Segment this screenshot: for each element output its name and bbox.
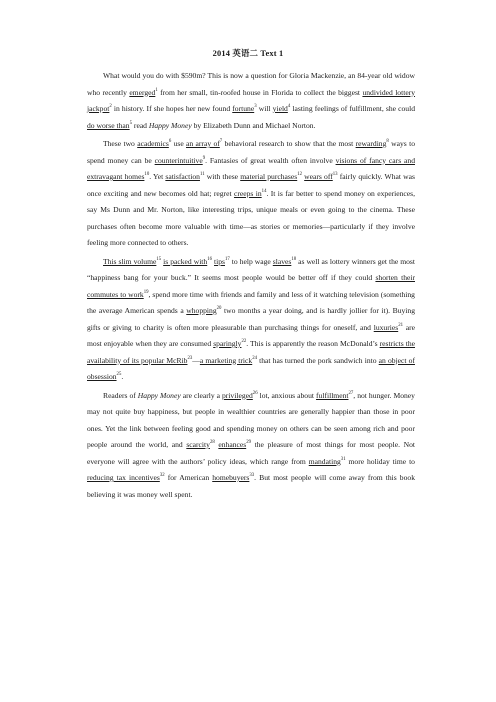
footnote-marker: 25	[116, 372, 122, 377]
footnote-marker: 9	[202, 155, 206, 161]
footnote-marker: 29	[246, 440, 251, 445]
text-run: the pleasure of most things for most people. Not everyone will agree with the authors’ policy ideas, which range from	[87, 440, 415, 466]
text-run: —	[192, 355, 200, 365]
underlined-term: tips	[214, 256, 225, 266]
footnote-marker: 22	[241, 339, 247, 344]
footnote-marker: 6	[168, 139, 172, 144]
underlined-term: a marketing trick	[199, 355, 253, 365]
underlined-term: do worse than	[87, 120, 130, 130]
footnote-marker: 24	[252, 355, 258, 361]
underlined-term: slaves	[272, 256, 292, 266]
underlined-term: homebuyers	[212, 473, 250, 482]
footnote-marker: 19	[143, 289, 149, 295]
footnote-marker: 17	[225, 256, 230, 262]
page-title: 2014 英语二 Text 1	[212, 49, 284, 58]
underlined-term: fulfillment	[316, 390, 349, 400]
underlined-term: privileged	[222, 390, 253, 400]
underlined-term: scarcity	[186, 440, 210, 449]
text-run: from her small, tin-roofed house in Florida to collect the biggest	[157, 87, 363, 97]
text-run: . Fantasies of great wealth often involve	[205, 155, 336, 165]
footnote-marker: 10	[144, 172, 150, 177]
paragraph-1	[87, 68, 415, 134]
footnote-marker: 11	[199, 172, 205, 177]
underlined-term: counterintuitive	[154, 155, 203, 165]
text-run: lasting feelings of fulfillment, she could	[290, 104, 415, 113]
text-run: . It is far better to spend money on experiences, say Ms Dunn and Mr. Norton, like interesting trips, unique meals or even going to the cinema. These purchases often become more valuable with time—as stories or memories—particularly if they involve feeling more connected to others.	[87, 188, 415, 247]
text-run: more holiday time to	[345, 456, 415, 466]
underlined-term: sparingly	[213, 339, 242, 348]
underlined-term: mandating	[308, 456, 341, 466]
text-run: use	[171, 139, 187, 148]
text-run: . This is apparently the reason McDonald’s	[246, 339, 380, 348]
underlined-term: creeps in	[233, 188, 262, 198]
underlined-term: shorten their commutes to work	[87, 273, 415, 299]
underlined-term: satisfaction	[165, 172, 200, 181]
footnote-marker: 5	[129, 120, 133, 126]
paragraph-3	[87, 254, 415, 386]
footnote-marker: 18	[291, 256, 297, 262]
text-run: are clearly a	[180, 390, 222, 400]
text-run: will	[256, 104, 273, 113]
text-run: for American	[164, 473, 213, 482]
underlined-term: yield	[272, 104, 288, 113]
footnote-marker: 14	[261, 188, 267, 194]
underlined-term: is packed with	[163, 256, 208, 266]
text-run: as well as lottery winners get the most “happiness bang for your buck.” It seems most people would be better off if they could	[87, 256, 415, 282]
underlined-term: an object of obsession	[87, 355, 415, 381]
underlined-term: rewarding	[355, 139, 387, 148]
footnote-marker: 4	[287, 104, 291, 109]
footnote-marker: 31	[340, 456, 346, 462]
text-run: are most enjoyable when they are consumed	[87, 322, 415, 348]
text-run: What would you do with $590m? This is now a question for Gloria Mackenzie, an 84-year old widow who recently	[87, 71, 415, 97]
article-body	[87, 68, 415, 505]
text-run: ways to spend money can be	[87, 139, 415, 165]
underlined-term: luxuries	[373, 322, 399, 332]
footnote-marker: 8	[386, 139, 389, 144]
text-run: two months a year doing, and is hardly jollier for it). Buying gifts or giving to charity is often more pleasurable than purchasing things for oneself, and	[87, 306, 415, 332]
footnote-marker: 21	[398, 322, 403, 328]
footnote-marker: 28	[209, 440, 215, 445]
footnote-marker: 20	[216, 306, 222, 311]
underlined-term: emerged	[129, 87, 156, 97]
text-run: , not hunger. Money may not quite buy happiness, but people in wealthier countries are generally happier than those in poor ones. Yet the link between feeling good and spending money on others can be seen among rich and poor people around the world, and	[87, 390, 415, 449]
text-run: lot, anxious about	[257, 390, 317, 400]
text-run: in history. If she hopes her new found	[111, 104, 233, 113]
underlined-term: wears off	[304, 172, 333, 181]
underlined-term: enhances	[218, 440, 247, 449]
underlined-term: visions of fancy cars and extravagant homes	[87, 155, 415, 181]
underlined-term: restricts the availability of its popular McRib	[87, 339, 415, 365]
footnote-marker: 16	[207, 256, 213, 262]
text-run: fairly quickly. What was once exciting and new becomes old hat; regret	[87, 172, 415, 198]
footnote-marker: 27	[348, 390, 354, 396]
text-run: read	[132, 120, 149, 130]
text-run: to help wage	[229, 256, 273, 266]
text-run: by Elizabeth Dunn and Michael Norton.	[191, 120, 316, 130]
book-title: Happy Money	[137, 390, 181, 400]
underlined-term: material purchases	[240, 172, 298, 181]
footnote-marker: 1	[155, 87, 158, 93]
footnote-marker: 33	[249, 473, 255, 478]
text-run: , spend more time with friends and family and less of it watching television (something the average American spends a	[87, 289, 415, 315]
underlined-term: an array of	[186, 139, 220, 148]
footnote-marker: 15	[156, 256, 162, 262]
text-run: . Yet	[149, 172, 166, 181]
underlined-term: reducing tax incentives	[87, 473, 160, 482]
text-run: These two	[103, 139, 138, 148]
text-run: . But most people will come away from this book believing it was money well spent.	[87, 473, 415, 499]
text-run: that has turned the pork sandwich into	[257, 355, 379, 365]
text-run: Readers of	[103, 390, 138, 400]
paragraph-2	[87, 136, 415, 252]
book-title: Happy Money	[148, 120, 192, 130]
footnote-marker: 26	[252, 390, 258, 396]
footnote-marker: 7	[219, 139, 223, 144]
footnote-marker: 12	[297, 172, 302, 177]
underlined-term: undivided lottery jackpot	[87, 87, 416, 113]
footnote-marker: 13	[332, 172, 338, 177]
footnote-marker: 32	[159, 473, 165, 478]
paragraph-4	[87, 388, 415, 504]
underlined-term: fortune	[232, 104, 255, 113]
underlined-term: academics	[137, 139, 169, 148]
text-run: .	[121, 372, 124, 381]
text-run: behavioral research to show that the most	[222, 139, 356, 148]
footnote-marker: 3	[254, 104, 257, 109]
underlined-term: This slim volume	[103, 256, 157, 266]
footnote-marker: 23	[187, 355, 193, 361]
footnote-marker: 2	[109, 104, 112, 109]
text-run: with these	[204, 172, 241, 181]
underlined-term: whopping	[186, 306, 217, 315]
